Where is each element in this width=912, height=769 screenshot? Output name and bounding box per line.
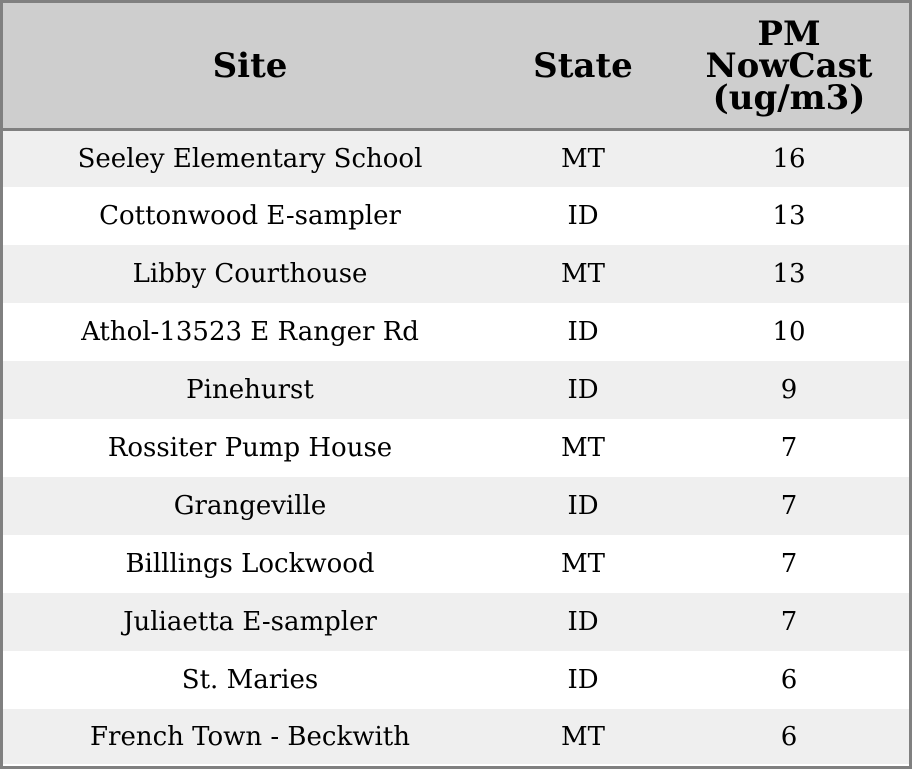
site-cell: Grangeville	[3, 477, 497, 535]
table-row	[3, 187, 909, 245]
state-cell: ID	[497, 651, 669, 709]
table-row	[3, 477, 909, 535]
table-row	[3, 535, 909, 593]
site-cell: St. Maries	[3, 651, 497, 709]
table-row	[3, 303, 909, 361]
pm-value-cell: 10	[669, 303, 909, 361]
header-row	[3, 3, 909, 130]
table-row	[3, 651, 909, 709]
pm-value-cell: 13	[669, 187, 909, 245]
column-header-pm-nowcast	[669, 3, 909, 130]
column-header-site: Site	[3, 3, 497, 130]
table-body	[3, 130, 909, 765]
pm-value-cell: 6	[669, 709, 909, 764]
pm-value-cell: 7	[669, 419, 909, 477]
table-row	[3, 130, 909, 188]
column-header-pm-nowcast-label: PM NowCast (ug/m3)	[705, 13, 873, 118]
site-cell: Billlings Lockwood	[3, 535, 497, 593]
pm-value-cell: 7	[669, 593, 909, 651]
state-cell: ID	[497, 303, 669, 361]
pm-value-cell: 13	[669, 245, 909, 303]
state-cell: ID	[497, 477, 669, 535]
table-row	[3, 709, 909, 764]
table-header	[3, 3, 909, 130]
site-cell: Libby Courthouse	[3, 245, 497, 303]
table-row	[3, 593, 909, 651]
table-row	[3, 245, 909, 303]
site-cell: Seeley Elementary School	[3, 130, 497, 188]
site-cell: Juliaetta E-sampler	[3, 593, 497, 651]
site-cell: Pinehurst	[3, 361, 497, 419]
state-cell: MT	[497, 130, 669, 188]
pm-value-cell: 6	[669, 651, 909, 709]
state-cell: ID	[497, 361, 669, 419]
pm-value-cell: 16	[669, 130, 909, 188]
state-cell: MT	[497, 419, 669, 477]
pm-value-cell: 7	[669, 477, 909, 535]
site-cell: Athol-13523 E Ranger Rd	[3, 303, 497, 361]
state-cell: MT	[497, 709, 669, 764]
state-cell: ID	[497, 187, 669, 245]
site-cell: French Town - Beckwith	[3, 709, 497, 764]
state-cell: MT	[497, 245, 669, 303]
state-cell: ID	[497, 593, 669, 651]
table-row	[3, 361, 909, 419]
pm-value-cell: 7	[669, 535, 909, 593]
table-row	[3, 419, 909, 477]
site-cell: Cottonwood E-sampler	[3, 187, 497, 245]
pm-nowcast-table	[3, 3, 909, 764]
column-header-state: State	[497, 3, 669, 130]
state-cell: MT	[497, 535, 669, 593]
site-cell: Rossiter Pump House	[3, 419, 497, 477]
pm-value-cell: 9	[669, 361, 909, 419]
